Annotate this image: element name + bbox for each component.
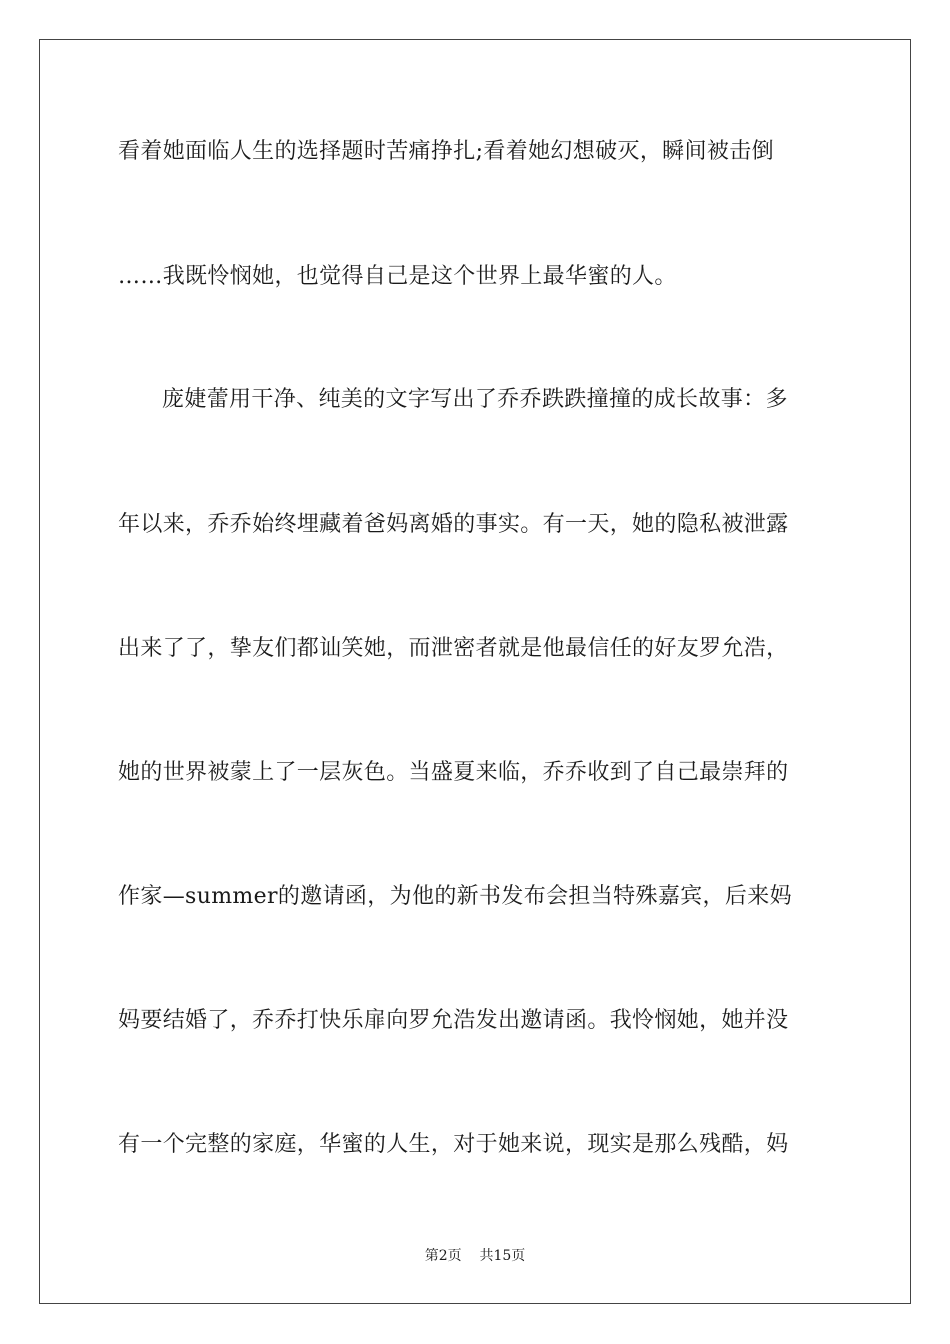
page-total: 共15页: [479, 1248, 526, 1264]
text-line: ……我既怜悯她，也觉得自己是这个世界上最华蜜的人。: [118, 264, 677, 289]
page-number: 第2页: [424, 1248, 462, 1264]
page-border: [39, 39, 911, 1304]
text-line: 年以来，乔乔始终埋藏着爸妈离婚的事实。有一天，她的隐私被泄露: [118, 512, 789, 537]
text-line: 作家—summer的邀请函，为他的新书发布会担当特殊嘉宾，后来妈: [118, 884, 792, 909]
page-footer: [0, 1247, 950, 1265]
text-line: 妈要结婚了，乔乔打快乐扉向罗允浩发出邀请函。我怜悯她，她并没: [118, 1008, 789, 1033]
text-line: 看着她面临人生的选择题时苦痛挣扎;看着她幻想破灭，瞬间被击倒: [118, 139, 774, 164]
text-line: 她的世界被蒙上了一层灰色。当盛夏来临，乔乔收到了自己最崇拜的: [118, 760, 789, 785]
text-line: 有一个完整的家庭，华蜜的人生，对于她来说，现实是那么残酷，妈: [118, 1132, 789, 1157]
text-line: 出来了了，挚友们都讪笑她，而泄密者就是他最信任的好友罗允浩，: [118, 636, 789, 661]
text-line-indented: 庞婕蕾用干净、纯美的文字写出了乔乔跌跌撞撞的成长故事：多: [162, 387, 788, 412]
